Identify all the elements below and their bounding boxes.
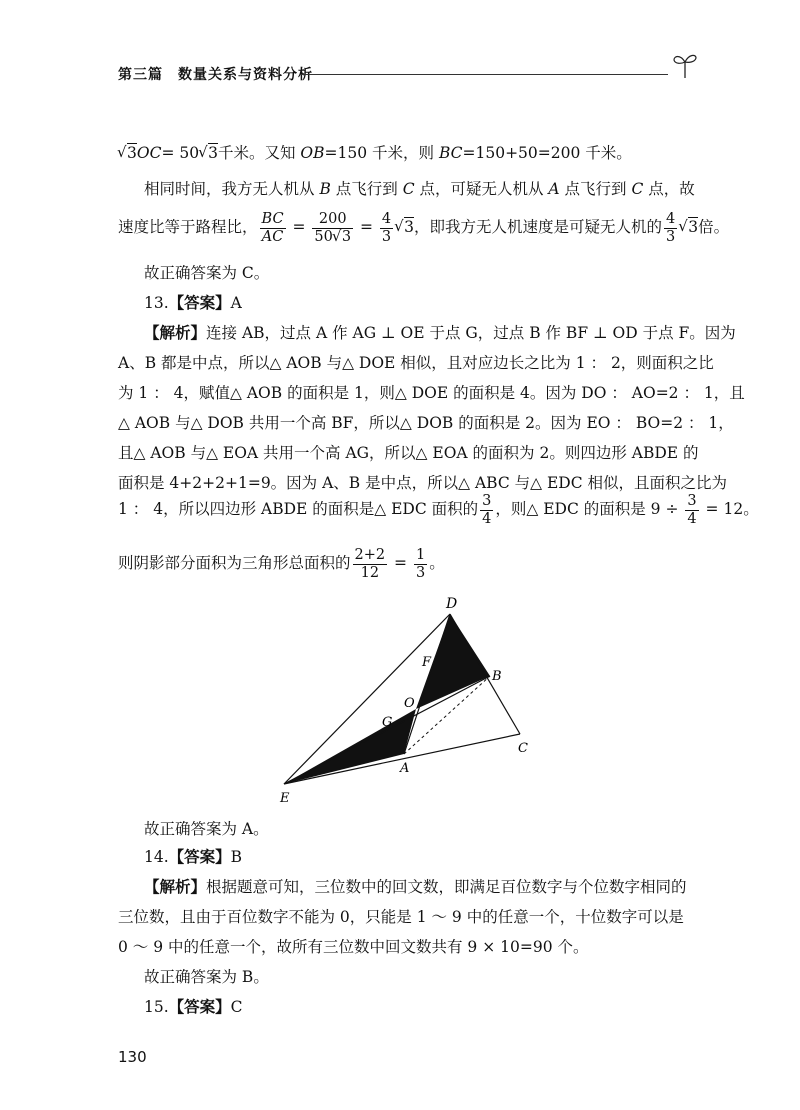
text-line: 故正确答案为 A。 <box>144 820 269 838</box>
label-b: B <box>492 669 502 684</box>
text-line: 三位数，且由于百位数字不能为 0，只能是 1 ～ 9 中的任意一个，十位数字可以是 <box>118 908 684 926</box>
fraction: $\frac{3}{4}$ <box>482 492 492 527</box>
text: =150 千米，则 <box>324 144 439 162</box>
header-rule <box>300 74 668 75</box>
var: OC <box>136 144 162 162</box>
text-line: 【解析】根据题意可知，三位数中的回文数，即满足百位数字与个位数字相同的 <box>144 877 687 896</box>
sprout-icon <box>672 50 698 80</box>
fraction: $\frac{1}{3}$ <box>415 546 426 581</box>
text: = 50 <box>161 144 200 162</box>
text-line: 故正确答案为 C。 <box>144 264 270 282</box>
fraction: $\frac{4}{3}$ <box>381 210 392 245</box>
text-line: 故正确答案为 B。 <box>144 968 269 986</box>
sqrt: √ 3 <box>118 142 137 164</box>
sqrt: √ 3 <box>199 142 218 164</box>
page-number: 130 <box>118 1048 147 1066</box>
segment-eb <box>284 676 490 784</box>
fraction: $\frac{2+2}{12}$ <box>354 546 386 581</box>
text: =150+50=200 千米。 <box>462 144 632 162</box>
label-g: G <box>382 715 393 730</box>
fraction: $\frac{BC}{AC}$ <box>261 210 284 245</box>
text-line: 0 ～ 9 中的任意一个，故所有三位数中回文数共有 9 × 10=90 个。 <box>118 938 589 956</box>
text-line: 速度比等于路程比， $\frac{BC}{AC}$ = $\frac{200}{50√ 3}$ = $\frac{4}{3}$ √ 3，即我方无人机速度是可疑无人机的 $\frac{4}{3}$ √ 3倍。 <box>118 208 698 246</box>
label-a: A <box>400 761 410 776</box>
text-line: △ AOB 与△ DOB 共用一个高 BF，所以△ DOB 的面积是 2。因为 EO ： BO=2 ： 1， <box>118 414 734 432</box>
label-o: O <box>404 696 415 711</box>
text-line: 为 1 ： 4，赋值△ AOB 的面积是 1，则△ DOE 的面积是 4。因为 DO ： AO=2 ： 1，且 <box>118 384 745 402</box>
text-line: A、B 都是中点，所以△ AOB 与△ DOE 相似，且对应边长之比为 1 ： 2，则面积之比 <box>118 354 714 372</box>
fraction: $\frac{3}{4}$ <box>687 492 697 527</box>
answer-line: 15.【答案】C <box>144 997 243 1016</box>
label-f: F <box>422 655 432 670</box>
page-header <box>118 62 678 86</box>
text-line: 面积是 4+2+2+1=9。因为 A、B 是中点，所以△ ABC 与△ EDC 相似，且面积之比为 <box>118 474 728 492</box>
answer-line: 14.【答案】B <box>144 847 243 866</box>
var: OB <box>300 144 325 162</box>
text-line: 则阴影部分面积为三角形总面积的 $\frac{2+2}{12}$ = $\frac{1}{3}$ 。 <box>118 546 445 581</box>
text: 千米。又知 <box>217 144 301 162</box>
fraction: $\frac{200}{50√ 3}$ <box>312 211 353 246</box>
label-e: E <box>280 791 290 806</box>
text-line <box>118 142 698 164</box>
text-line: 【解析】连接 AB，过点 A 作 AG ⊥ OE 于点 G，过点 B 作 BF ⊥ OD 于点 F。因为 <box>144 323 736 342</box>
var: BC <box>438 144 463 162</box>
shaded-triangle-eoa <box>284 709 416 784</box>
fraction: $\frac{4}{3}$ <box>666 210 676 245</box>
answer-line: 13.【答案】A <box>144 293 242 312</box>
text-line: 1 ： 4，所以四边形 ABDE 的面积是△ EDC 面积的 $\frac{3}{4}$ ，则△ EDC 的面积是 9 ÷ $\frac{3}{4}$ = 12。 <box>118 492 759 527</box>
chapter-title: 第三篇 数量关系与资料分析 <box>118 67 313 83</box>
geometry-figure <box>270 592 540 810</box>
label-c: C <box>518 741 528 756</box>
label-d: D <box>446 596 458 612</box>
text-line: 相同时间，我方无人机从 B 点飞行到 C 点，可疑无人机从 A 点飞行到 C 点，故 <box>144 180 695 198</box>
text-line: 且△ AOB 与△ EOA 共用一个高 AG，所以△ EOA 的面积为 2。则四边形 ABDE 的 <box>118 444 699 462</box>
